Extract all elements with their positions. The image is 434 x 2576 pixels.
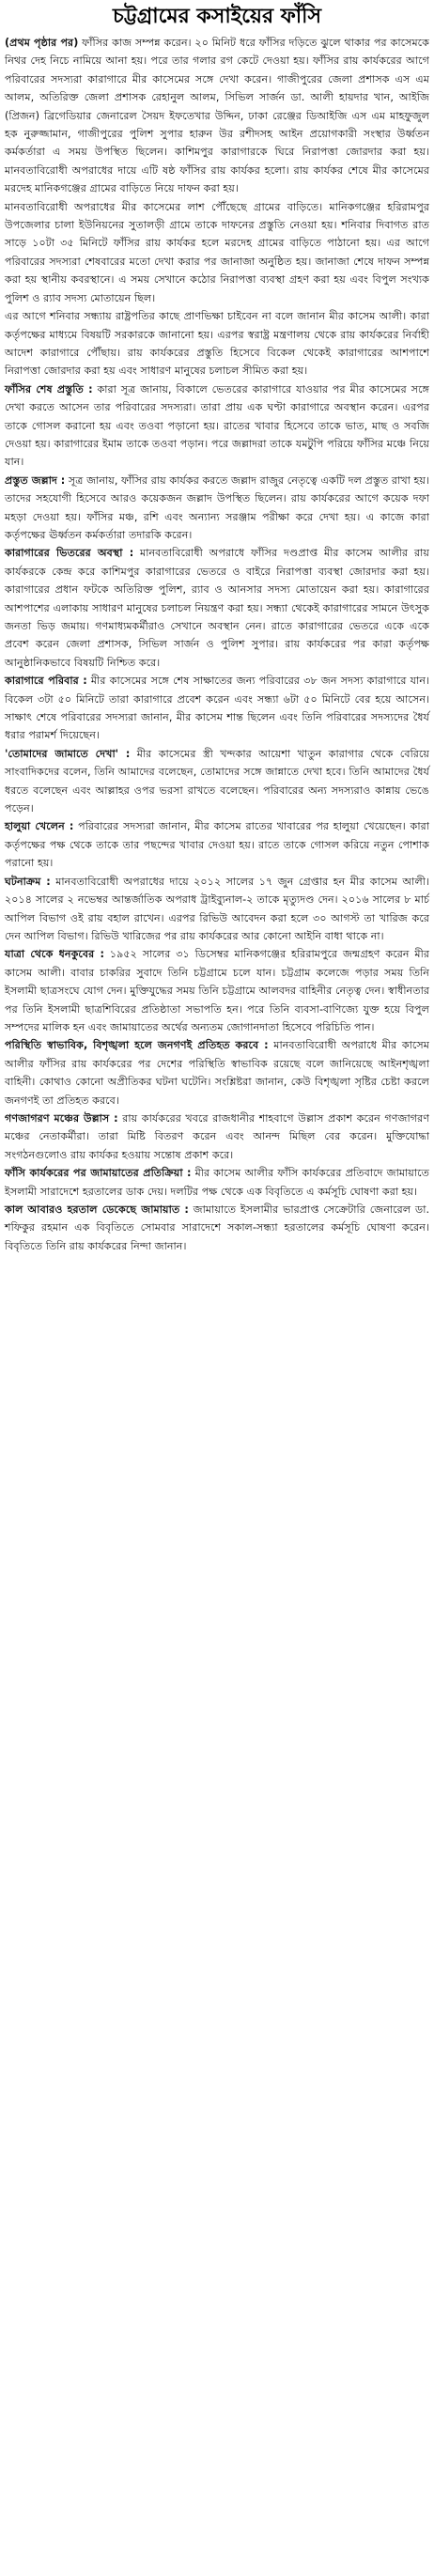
- article-paragraph: [5, 1164, 429, 1201]
- paragraph-subheading: যাত্রা থেকে ধনকুবের :: [5, 948, 104, 961]
- article-body: [5, 34, 429, 1255]
- paragraph-subheading: কারাগারে পরিবার :: [5, 675, 87, 688]
- article-paragraph: [5, 1201, 429, 1255]
- paragraph-subheading: গণজাগরণ মঞ্চের উল্লাস :: [5, 1111, 118, 1125]
- article-paragraph: [5, 1036, 429, 1110]
- article-paragraph: [5, 544, 429, 672]
- paragraph-text: মীর কাসেম আলীর ফাঁসি কার্যকরের প্রতিবাদে জামায়াতে ইসলামী সারাদেশে হরতালের ডাক দেয়। দলটির পক্ষ থেকে এক বিবৃতিতে এ কর্মসূচি ঘোষণা করা হয়।: [5, 1167, 429, 1198]
- paragraph-subheading: ঘটনাক্রম :: [5, 875, 51, 888]
- paragraph-subheading: ফাঁসির শেষ প্রস্তুতি :: [5, 382, 93, 396]
- article-paragraph: [5, 380, 429, 472]
- article-paragraph: [5, 198, 429, 307]
- paragraph-subheading: কাল আবারও হরতাল ডেকেছে জামায়াত :: [5, 1203, 189, 1216]
- paragraph-subheading: পরিস্থিতি স্বাভাবিক, বিশৃঙ্খলা হলে জনগণই প্রতিহত করবে :: [5, 1039, 269, 1052]
- paragraph-text: মানবতাবিরোধী অপরাধে মীর কাসেম আলীর ফাঁসির রায় কার্যকরের পর দেশের পরিস্থিতি স্বাভাবিক রয়েছে বলে জানিয়েছে আইনশৃঙ্খলা বাহিনী। কোথাও কোনো অপ্রীতিকর ঘটনা ঘটেনি। সংশ্লিষ্টরা জানান, কেউ বিশৃঙ্খলা সৃষ্টির চেষ্টা করলে জনগণই তা প্রতিহত করবে।: [5, 1039, 429, 1107]
- paragraph-subheading: 'তোমাদের জামাতে দেখা' :: [5, 747, 131, 760]
- paragraph-text: জামায়াতে ইসলামীর ভারপ্রাপ্ত সেক্রেটারি জেনারেল ডা. শফিকুর রহমান এক বিবৃতিতে সোমবার সারাদেশে সকাল-সন্ধ্যা হরতালের কর্মসূচি ঘোষণা করেন। বিবৃতিতে তিনি রায় কার্যকরের নিন্দা জানান।: [5, 1203, 430, 1252]
- paragraph-subheading: কারাগারের ভিতরের অবস্থা :: [5, 547, 134, 560]
- article-paragraph: [5, 34, 429, 198]
- article-paragraph: [5, 873, 429, 946]
- paragraph-text: ফাঁসির কাজ সম্পন্ন করেন। ২০ মিনিট ধরে ফাঁসির দড়িতে ঝুলে থাকার পর কাসেমকে নিথর দেহ নিচে নামিয়ে আনা হয়। পরে তার গলার রগ কেটে দেওয়া হয়। ফাঁসির রায় কার্যকরের আগে পরিবারের সদস্যরা কারাগারে মীর কাসেমের সঙ্গে দেখা করেন। গাজীপুরের জেলা প্রশাসক এস এম আলম, অতিরিক্ত জেলা প্রশাসক রেহানুল আলম, সিভিল সার্জন ডা. আলী হায়দার খান, আইজি (প্রিজন) ব্রিগেডিয়ার জেনারেল সৈয়দ ইফতেখার উদ্দিন, ঢাকা রেঞ্জের ডিআইজি এস এম মাহফুজুল হক নুরুজ্জামান, গাজীপুরের পুলিশ সুপার হারুন উর রশীদসহ আইন প্রয়োগকারী সংস্থার উর্ধ্বতন কর্মকর্তারা এ সময় উপস্থিত ছিলেন। কাশিমপুর কারাগারকে ঘিরে নিরাপত্তা জোরদার করা হয়। মানবতাবিরোধী অপরাধের দায়ে এটি ষষ্ঠ ফাঁসির রায় কার্যকর হলো। রায় কার্যকর শেষে মীর কাসেমের মরদেহ মানিকগঞ্জের গ্রামের বাড়িতে নিয়ে দাফন করা হয়।: [5, 37, 429, 195]
- paragraph-text: মীর কাসেমের স্ত্রী খন্দকার আয়েশা খাতুন কারাগার থেকে বেরিয়ে সাংবাদিকদের বলেন, তিনি আমাদের বলেছেন, তোমাদের সঙ্গে জান্নাতে দেখা হবে। তিনি আমাদের ধৈর্য ধরতে বলেছেন এবং আল্লাহর ওপর ভরসা রাখতে বলেছেন। পরিবারের অন্য সদস্যরাও কান্নায় ভেঙে পড়েন।: [5, 747, 430, 815]
- paragraph-text: এর আগে শনিবার সন্ধ্যায় রাষ্ট্রপতির কাছে প্রাণভিক্ষা চাইবেন না বলে জানান মীর কাসেম আলী। কারা কর্তৃপক্ষের মাধ্যমে বিষয়টি সরকারকে জানানো হয়। এরপর স্বরাষ্ট্র মন্ত্রণালয় থেকে রায় কার্যকরের নির্বাহী আদেশ কারাগারে পৌঁছায়। রায় কার্যকরের প্রস্তুতি হিসেবে বিকেল থেকেই কারাগারের আশপাশে নিরাপত্তা জোরদার করা হয় এবং সাধারণ মানুষের চলাচল সীমিত করা হয়।: [5, 310, 429, 378]
- paragraph-text: রায় কার্যকরের খবরে রাজধানীর শাহবাগে উল্লাস প্রকাশ করেন গণজাগরণ মঞ্চের নেতাকর্মীরা। তারা মিষ্টি বিতরণ করেন এবং আনন্দ মিছিল বের করেন। মুক্তিযোদ্ধা সংগঠনগুলোও রায় কার্যকর হওয়ায় সন্তোষ প্রকাশ করে।: [5, 1111, 429, 1161]
- article-headline: চট্টগ্রামের কসাইয়ের ফাঁসি: [112, 5, 321, 28]
- paragraph-text: সূত্র জানায়, ফাঁসির রায় কার্যকর করতে জল্লাদ রাজুর নেতৃত্বে একটি দল প্রস্তুত রাখা হয়। তাদের সহযোগী হিসেবে আরও কয়েকজন জল্লাদ উপস্থিত ছিলেন। রায় কার্যকরের আগে কয়েক দফা মহড়া দেওয়া হয়। ফাঁসির মঞ্চ, রশি এবং অন্যান্য সরঞ্জাম পরীক্ষা করে দেখা হয়। এ কাজে কারা কর্তৃপক্ষের ঊর্ধ্বতন কর্মকর্তারা তদারকি করেন।: [5, 473, 429, 541]
- article-paragraph: [5, 672, 429, 745]
- article-paragraph: [5, 817, 429, 872]
- paragraph-text: কারা সূত্র জানায়, বিকালে ভেতরের কারাগারে যাওয়ার পর মীর কাসেমের সঙ্গে দেখা করতে আসেন তার পরিবারের সদস্যরা। তারা প্রায় এক ঘণ্টা কারাগারে অবস্থান করেন। এরপর তাকে গোসল করানো হয় এবং তওবা পড়ানো হয়। রাতের খাবার হিসেবে তাকে ভাত, মাছ ও সবজি দেওয়া হয়। কারাগারের ইমাম তাকে তওবা পড়ান। পরে জল্লাদরা তাকে যমটুপি পরিয়ে ফাঁসির মঞ্চে নিয়ে যান।: [5, 382, 429, 469]
- paragraph-subheading: প্রস্তুত জল্লাদ :: [5, 473, 66, 487]
- article-paragraph: [5, 745, 429, 818]
- paragraph-text: পরিবারের সদস্যরা জানান, মীর কাসেম রাতের খাবারের পর হালুয়া খেয়েছেন। কারা কর্তৃপক্ষের পক্ষ থেকে তাকে তার পছন্দের খাবার দেওয়া হয়। রাতে তাকে গোসল করিয়ে নতুন পোশাক পরানো হয়।: [5, 820, 429, 870]
- paragraph-text: ১৯৫২ সালের ৩১ ডিসেম্বর মানিকগঞ্জের হরিরামপুরে জন্মগ্রহণ করেন মীর কাসেম আলী। বাবার চাকরির সুবাদে তিনি চট্টগ্রামে চলে যান। চট্টগ্রাম কলেজে পড়ার সময় তিনি ইসলামী ছাত্রসংঘে যোগ দেন। মুক্তিযুদ্ধের সময় তিনি চট্টগ্রামে আলবদর বাহিনীর নেতৃত্ব দেন। স্বাধীনতার পর তিনি ইসলামী ছাত্রশিবিরের প্রতিষ্ঠাতা সভাপতি হন। পরে তিনি ব্যবসা-বাণিজ্যে যুক্ত হয়ে বিপুল সম্পদের মালিক হন এবং জামায়াতের অর্থের অন্যতম জোগানদাতা হিসেবে পরিচিতি পান।: [5, 948, 429, 1033]
- paragraph-text: মানবতাবিরোধী অপরাধের দায়ে ২০১২ সালের ১৭ জুন গ্রেপ্তার হন মীর কাসেম আলী। ২০১৪ সালের ২ নভেম্বর আন্তর্জাতিক অপরাধ ট্রাইব্যুনাল-২ তাকে মৃত্যুদণ্ড দেন। ২০১৬ সালের ৮ মার্চ আপিল বিভাগ ওই রায় বহাল রাখেন। এরপর রিভিউ আবেদন করা হলে ৩০ আগস্ট তা খারিজ করে দেন আপিল বিভাগ। রিভিউ খারিজের পর রায় কার্যকরের আর কোনো আইনি বাধা থাকে না।: [5, 875, 429, 942]
- article-paragraph: [5, 472, 429, 545]
- article-paragraph: [5, 307, 429, 380]
- article-paragraph: [5, 1110, 429, 1164]
- paragraph-text: মানবতাবিরোধী অপরাধে ফাঁসির দণ্ডপ্রাপ্ত মীর কাসেম আলীর রায় কার্যকরকে কেন্দ্র করে কাশিমপুর কারাগারের ভেতরে ও বাইরে নিরাপত্তা ব্যবস্থা জোরদার করা হয়। কারাগারের প্রধান ফটকে অতিরিক্ত পুলিশ, র‍্যাব ও আনসার সদস্য মোতায়েন করা হয়। কারাগারের আশপাশের এলাকায় সাধারণ মানুষের চলাচল নিয়ন্ত্রণ করা হয়। সন্ধ্যা থেকেই কারাগারের সামনে উৎসুক জনতা ভিড় জমায়। গণমাধ্যমকর্মীরাও সেখানে অবস্থান নেন। রাতে কারাগারের ভেতরে একে একে প্রবেশ করেন জেলা প্রশাসক, সিভিল সার্জন ও পুলিশ সুপার। রায় কার্যকরের পর কারা কর্তৃপক্ষ আনুষ্ঠানিকভাবে বিষয়টি নিশ্চিত করে।: [5, 547, 429, 669]
- article-paragraph: [5, 945, 429, 1036]
- paragraph-text: মীর কাসেমের সঙ্গে শেষ সাক্ষাতের জন্য পরিবারের ৩৮ জন সদস্য কারাগারে যান। বিকেল ৩টা ৫০ মিনিটে তারা কারাগারে প্রবেশ করেন এবং সন্ধ্যা ৬টা ৫০ মিনিটে বের হয়ে আসেন। সাক্ষাৎ শেষে পরিবারের সদস্যরা জানান, মীর কাসেম শান্ত ছিলেন এবং তিনি পরিবারের সদস্যদের ধৈর্য ধরার পরামর্শ দিয়েছেন।: [5, 675, 429, 742]
- paragraph-subheading: ফাঁসি কার্যকরের পর জামায়াতের প্রতিক্রিয়া :: [5, 1167, 192, 1180]
- paragraph-lead: (প্রথম পৃষ্ঠার পর): [5, 37, 79, 49]
- paragraph-text: মানবতাবিরোধী অপরাধের মীর কাসেমের লাশ পৌঁছেছে গ্রামের বাড়িতে। মানিকগঞ্জের হরিরামপুর উপজেলার চালা ইউনিয়নের সুতালড়ী গ্রামে তাকে দাফনের প্রস্তুতি নেওয়া হয়। শনিবার দিবাগত রাত সাড়ে ১০টা ৩৫ মিনিটে ফাঁসির রায় কার্যকর হলে মরদেহ গ্রামের বাড়িতে পাঠানো হয়। এর আগে পরিবারের সদস্যরা শেষবারের মতো দেখা করার পর জানাজা অনুষ্ঠিত হয়। জানাজা শেষে দাফন সম্পন্ন করা হয় স্থানীয় কবরস্থানে। এ সময় সেখানে কঠোর নিরাপত্তা ব্যবস্থা গ্রহণ করা হয় এবং বিপুল সংখ্যক পুলিশ ও র‍্যাব সদস্য মোতায়েন ছিল।: [5, 200, 429, 304]
- paragraph-subheading: হালুয়া খেলেন :: [5, 820, 74, 833]
